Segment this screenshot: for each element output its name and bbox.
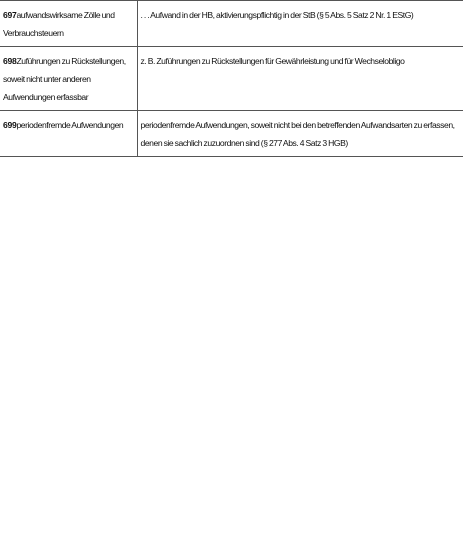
table-row	[0, 111, 463, 157]
note-cell	[137, 111, 463, 157]
account-number: 699	[3, 120, 17, 130]
account-note: z. B. Zuführungen zu Rückstellungen für Gewährleistung und für Wechselobligo	[140, 56, 405, 66]
account-table	[0, 0, 463, 157]
account-title: aufwandswirksame Zölle und Verbrauchsteuern	[3, 10, 115, 38]
table-row	[0, 1, 463, 47]
account-title: periodenfremde Aufwendungen	[16, 120, 124, 130]
account-note: periodenfremde Aufwendungen, soweit nicht bei den betreffenden Aufwandsarten zu erfassen, denen sie sachlich zuzuordnen sind (§ 277 Abs. 4 Satz 3 HGB)	[140, 120, 455, 148]
account-cell	[0, 47, 137, 111]
account-number: 698	[3, 56, 17, 66]
account-cell	[0, 1, 137, 47]
note-cell	[137, 1, 463, 47]
account-number: 697	[3, 10, 17, 20]
account-note: . . . Aufwand in der HB, aktivierungspflichtig in der StB (§ 5 Abs. 5 Satz 2 Nr. 1 EStG)	[140, 10, 414, 20]
account-cell	[0, 111, 137, 157]
table-row	[0, 47, 463, 111]
note-cell	[137, 47, 463, 111]
account-title: Zuführungen zu Rückstellungen, soweit nicht unter anderen Aufwendungen erfassbar	[3, 56, 126, 102]
